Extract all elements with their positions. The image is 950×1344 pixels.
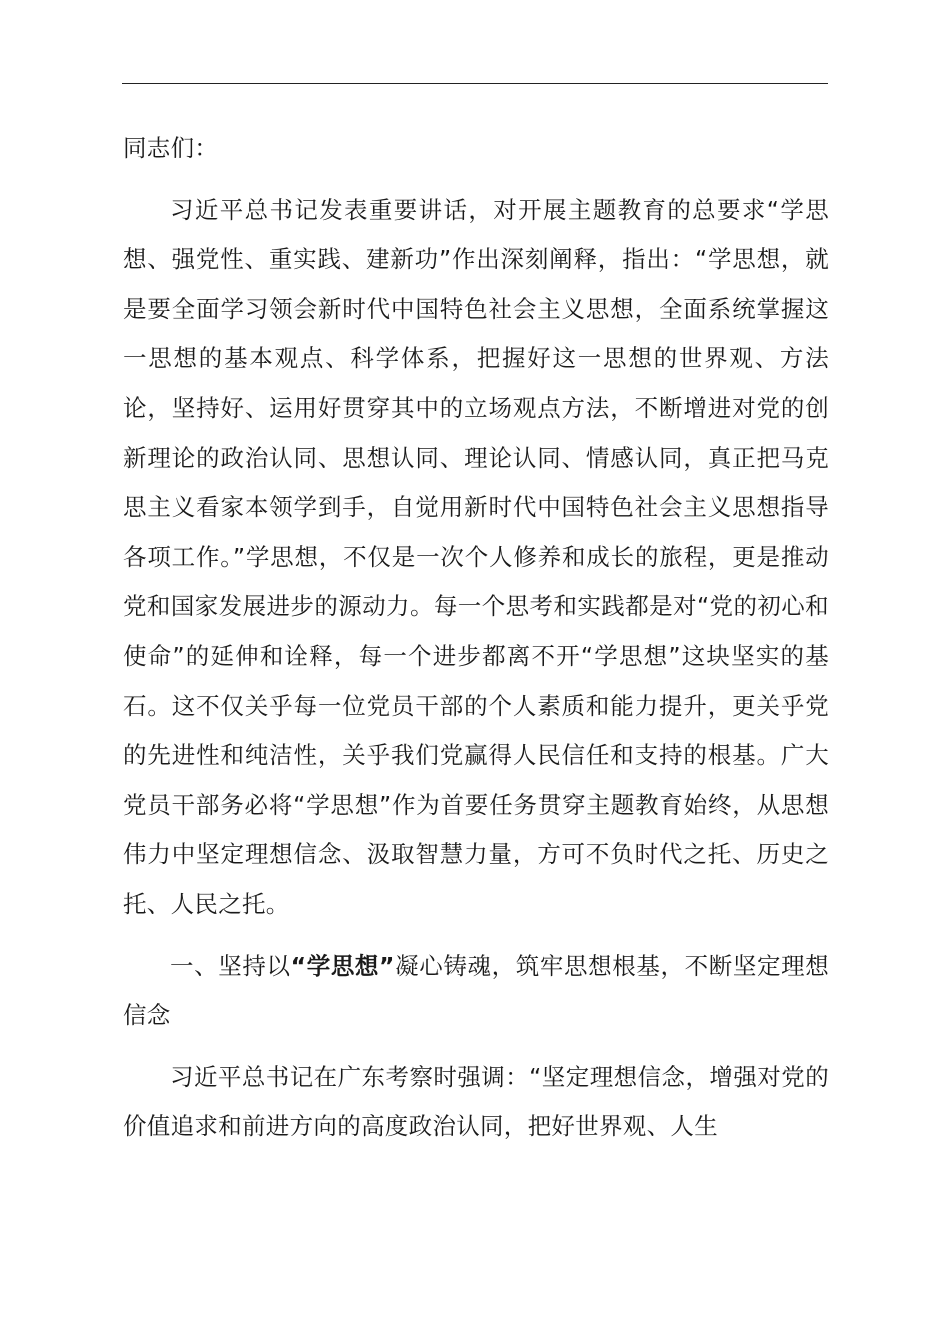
section-heading-1 [123,942,829,1041]
heading-prefix: 一、坚持以 [170,951,291,980]
header-rule [122,83,828,84]
heading-quote: “学思想” [290,951,395,980]
document-body [123,124,829,1164]
heading-suffix: 凝心铸魂，筑牢思想根基，不断坚定理想信念 [123,951,830,1030]
paragraph-intro: 习近平总书记发表重要讲话，对开展主题教育的总要求“学思想、强党性、重实践、建新功”作出深刻阐释，指出：“学思想，就是要全面学习领会新时代中国特色社会主义思想，全面系统掌握这一思想的基本观点、科学体系，把握好这一思想的世界观、方法论，坚持好、运用好贯穿其中的立场观点方法，不断增进对党的创新理论的政治认同、思想认同、理论认同、情感认同，真正把马克思主义看家本领学到手，自觉用新时代中国特色社会主义思想指导各项工作。”学思想，不仅是一次个人修养和成长的旅程，更是推动党和国家发展进步的源动力。每一个思考和实践都是对“党的初心和使命”的延伸和诠释，每一个进步都离不开“学思想”这块坚实的基石。这不仅关乎每一位党员干部的个人素质和能力提升，更关乎党的先进性和纯洁性，关乎我们党赢得人民信任和支持的根基。广大党员干部务必将“学思想”作为首要任务贯穿主题教育始终，从思想伟力中坚定理想信念、汲取智慧力量，方可不负时代之托、历史之托、人民之托。 [123,195,829,918]
paragraph-section-1: 习近平总书记在广东考察时强调：“坚定理想信念，增强对党的价值追求和前进方向的高度政治认同，把好世界观、人生 [123,1062,829,1141]
salutation: 同志们： [123,134,219,162]
